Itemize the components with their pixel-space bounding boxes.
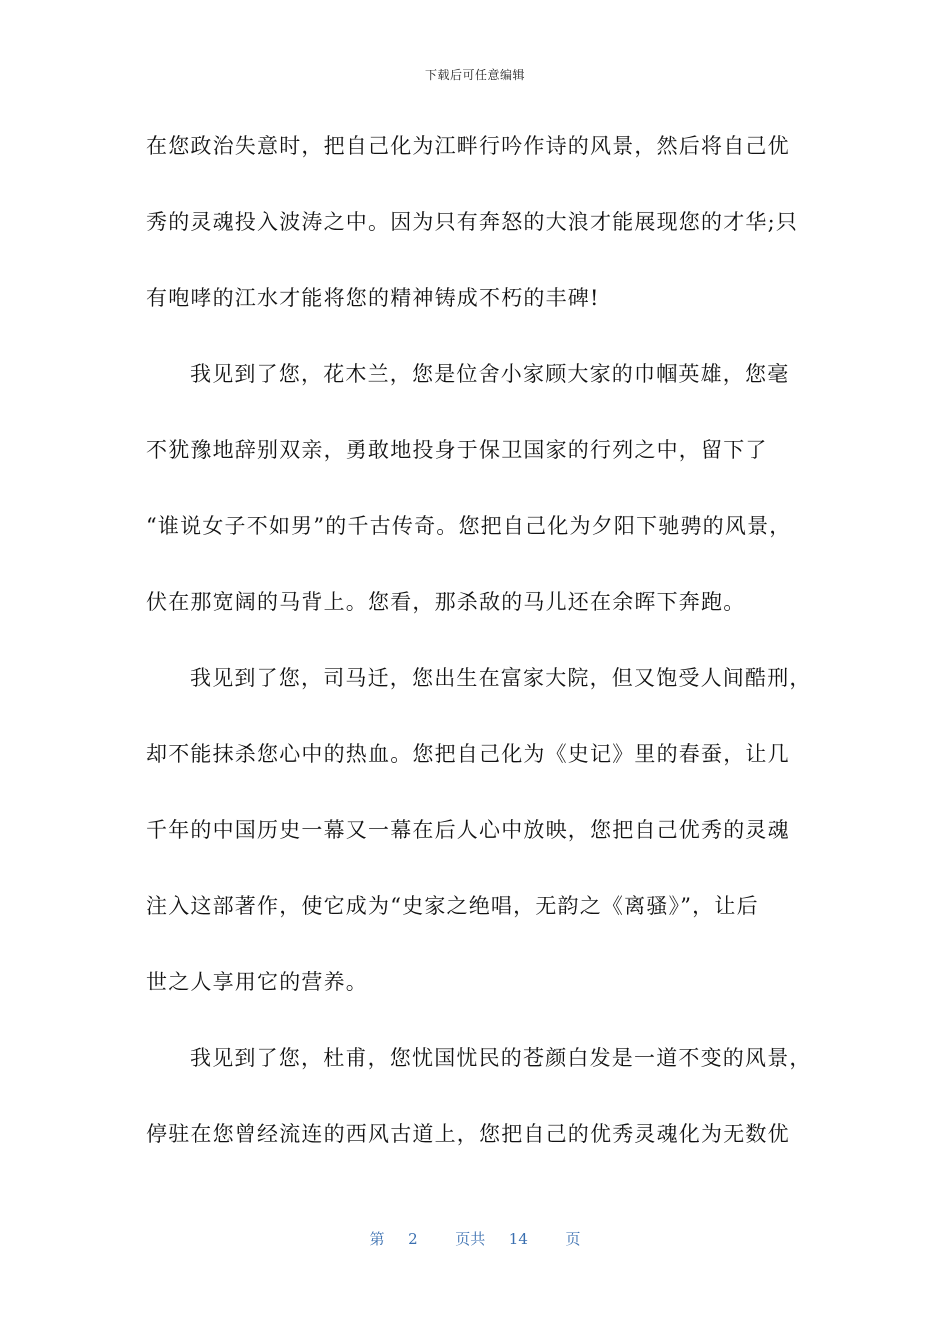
paragraph-start-line: 我见到了您，司马迁，您出生在富家大院，但又饱受人间酷刑，: [190, 666, 812, 690]
current-page-number: 2: [408, 1230, 418, 1248]
page-header: 下载后可任意编辑: [424, 68, 525, 82]
text-line: 有咆哮的江水才能将您的精神铸成不朽的丰碑!: [146, 286, 600, 310]
text-line: 停驻在您曾经流连的西风古道上，您把自己的优秀灵魂化为无数优: [146, 1122, 790, 1146]
text-line: 世之人享用它的营养。: [146, 970, 368, 994]
text-line: 注入这部著作，使它成为“史家之绝唱，无韵之《离骚》”，让后: [146, 894, 759, 918]
text-line: 不犹豫地辞别双亲，勇敢地投身于保卫国家的行列之中，留下了: [146, 438, 768, 462]
paragraph-start-line: 我见到了您，杜甫，您忧国忧民的苍颜白发是一道不变的风景，: [190, 1046, 812, 1070]
page-footer: [0, 1228, 950, 1249]
text-line: 伏在那宽阔的马背上。您看，那杀敌的马儿还在余晖下奔跑。: [146, 590, 746, 614]
text-line: 在您政治失意时，把自己化为江畔行吟作诗的风景，然后将自己优: [146, 134, 790, 158]
footer-prefix: 第: [369, 1230, 385, 1248]
text-line: “谁说女子不如男”的千古传奇。您把自己化为夕阳下驰骋的风景，: [146, 514, 792, 538]
text-line: 却不能抹杀您心中的热血。您把自己化为《史记》里的春蚕，让几: [146, 742, 790, 766]
document-body: [146, 124, 812, 1188]
text-line: 秀的灵魂投入波涛之中。因为只有奔怒的大浪才能展现您的才华;只: [146, 210, 799, 234]
paragraph-start-line: 我见到了您，花木兰，您是位舍小家顾大家的巾帼英雄，您毫: [190, 362, 790, 386]
total-page-count: 14: [508, 1230, 528, 1248]
footer-middle: 页共: [455, 1230, 486, 1248]
text-line: 千年的中国历史一幕又一幕在后人心中放映，您把自己优秀的灵魂: [146, 818, 790, 842]
footer-suffix: 页: [565, 1230, 581, 1248]
